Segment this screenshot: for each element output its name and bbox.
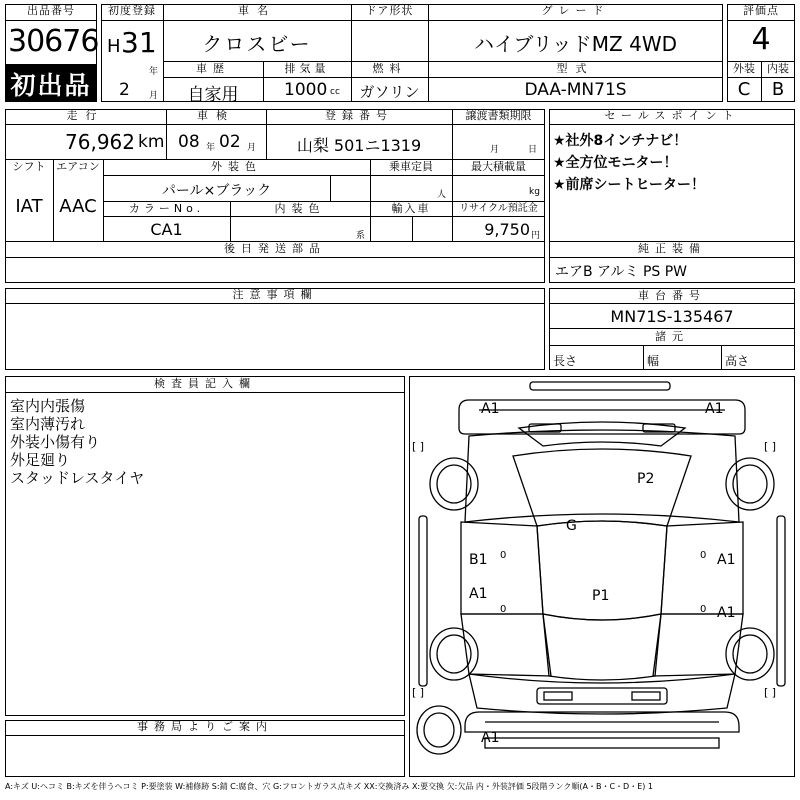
insp-month-unit: 月 [247,143,257,153]
later-parts-label: 後日発送部品 [224,242,326,255]
exterior-grade: C [737,79,751,100]
office-label: 事務局よりご案内 [137,720,273,733]
sales-label: セールスポイント [604,109,740,122]
inspector-line-3: 外装小傷有り [10,433,101,451]
bracket-right-bottom: [ ] [764,686,777,699]
capacity-unit: 人 [437,190,447,200]
mark-left-front-door: B1 [469,552,488,568]
lot-label: 出品番号 [27,4,75,17]
sales-point-1: ★社外8インチナビ！ [553,133,688,149]
notes-label: 注意事項欄 [232,288,318,301]
zero-left-1: 0 [500,550,507,561]
fuel-value: ガソリン [359,83,420,101]
equipment-value: エアB アルミ PS PW [555,264,688,280]
dims-label: 諸元 [655,330,689,343]
reg-year: 31 [121,26,157,59]
chassis-value: MN71S-135467 [610,307,734,326]
legend: A:キズ U:ヘコミ B:キズを伴うヘコミ P:要塗装 W:補修跡 S:錆 C:腐食、穴 G:フロントガラス点キズ XX:交換済み X:要交換 欠:欠品 内・外装評価 5段階ランク順(A・B・C・D・E) 1 [5,782,654,791]
int-color-unit: 系 [356,231,366,241]
width-label: 幅 [647,354,660,368]
transfer-month-unit: 月 [490,145,500,155]
insp-month: 02 [219,132,241,152]
grade-value: ハイブリッドMZ 4WD [473,32,677,56]
bracket-right-top: [ ] [764,440,777,453]
capacity-label: 乗車定員 [389,160,433,173]
score-label: 評価点 [743,4,779,17]
color-value: パール×ブラック [161,183,272,199]
history-value: 自家用 [187,85,239,105]
inspector-line-2: 室内薄汚れ [10,415,86,433]
load-unit: kg [529,187,540,197]
first-listing-text: 初出品 [10,71,92,100]
length-label: 長さ [553,354,578,368]
inspector-line-4: 外足廻り [10,451,71,469]
score-value: 4 [751,22,771,57]
chassis-label: 車台番号 [638,289,706,302]
mark-hood: P2 [637,471,655,487]
mark-left-rear-door: A1 [469,586,488,602]
plate-label: 登録番号 [325,109,393,122]
grade-label: グレード [541,4,610,17]
zero-left-2: 0 [500,604,507,615]
ac-label: エアコン [56,160,100,173]
plate-value: 山梨 501ニ1319 [296,136,422,155]
import-label: 輸入車 [391,202,431,215]
color-label: 外装色 [211,160,262,173]
exterior-label: 外装 [733,62,755,75]
int-color-label: 内装色 [274,202,326,215]
displacement-value: 1000 [284,80,328,100]
ac-value: AAC [59,196,97,217]
color-no-value: CA1 [150,220,183,239]
mileage-value: 76,962 [65,130,135,154]
bracket-left-top: [ ] [412,440,425,453]
sales-point-3: ★前席シートヒーター！ [553,177,705,193]
insp-year-unit: 年 [206,143,216,153]
mark-windshield: G [566,518,577,534]
shift-label: シフト [12,160,46,173]
zero-right-2: 0 [700,604,707,615]
mark-rear-bumper: A1 [481,730,500,746]
shift-value: IAT [15,196,43,217]
fuel-label: 燃料 [372,62,407,75]
car-name: クロスビー [202,32,312,56]
color-no-label: カラーNo. [128,202,205,215]
interior-grade: B [771,79,785,100]
transfer-label: 譲渡書類期限 [465,109,532,122]
inspection-label: 車検 [197,109,235,122]
load-label: 最大積載量 [471,160,526,173]
interior-label: 内装 [767,62,789,75]
history-label: 車歴 [196,62,230,75]
inspector-line-1: 室内内張傷 [10,397,86,415]
mark-front-right: A1 [705,401,724,417]
reg-month: 2 [119,80,130,100]
era: H [107,36,121,57]
insp-year: 08 [178,132,200,152]
recycle-value: 9,750 [484,220,530,239]
car-diagram [409,376,795,777]
lot-number: 30676 [8,24,99,59]
car-name-label: 車名 [238,4,276,17]
mileage-unit: km [138,132,165,152]
displacement-unit: cc [330,87,340,97]
mileage-label: 走行 [66,109,105,122]
equipment-label: 純正装備 [638,242,706,255]
recycle-label: リサイクル預託金 [459,203,538,214]
mark-roof: P1 [592,588,610,604]
mark-right-rear-door: A1 [717,605,736,621]
month-unit: 月 [149,91,159,101]
first-reg-label: 初度登録 [108,4,156,17]
door-label: ドア形状 [365,4,414,17]
zero-right-1: 0 [700,550,707,561]
transfer-day-unit: 日 [528,145,538,155]
mark-right-front-door: A1 [717,552,736,568]
displacement-label: 排気量 [284,62,330,75]
inspector-label: 検査員記入欄 [154,377,256,390]
model-value: DAA-MN71S [524,80,627,100]
height-label: 高さ [725,354,750,368]
recycle-unit: 円 [531,231,541,241]
year-unit: 年 [149,67,159,77]
sales-point-2: ★全方位モニター！ [553,155,678,171]
model-label: 型式 [556,62,595,75]
inspector-line-5: スタッドレスタイヤ [10,469,145,487]
bracket-left-bottom: [ ] [412,686,425,699]
mark-front-left: A1 [481,401,500,417]
